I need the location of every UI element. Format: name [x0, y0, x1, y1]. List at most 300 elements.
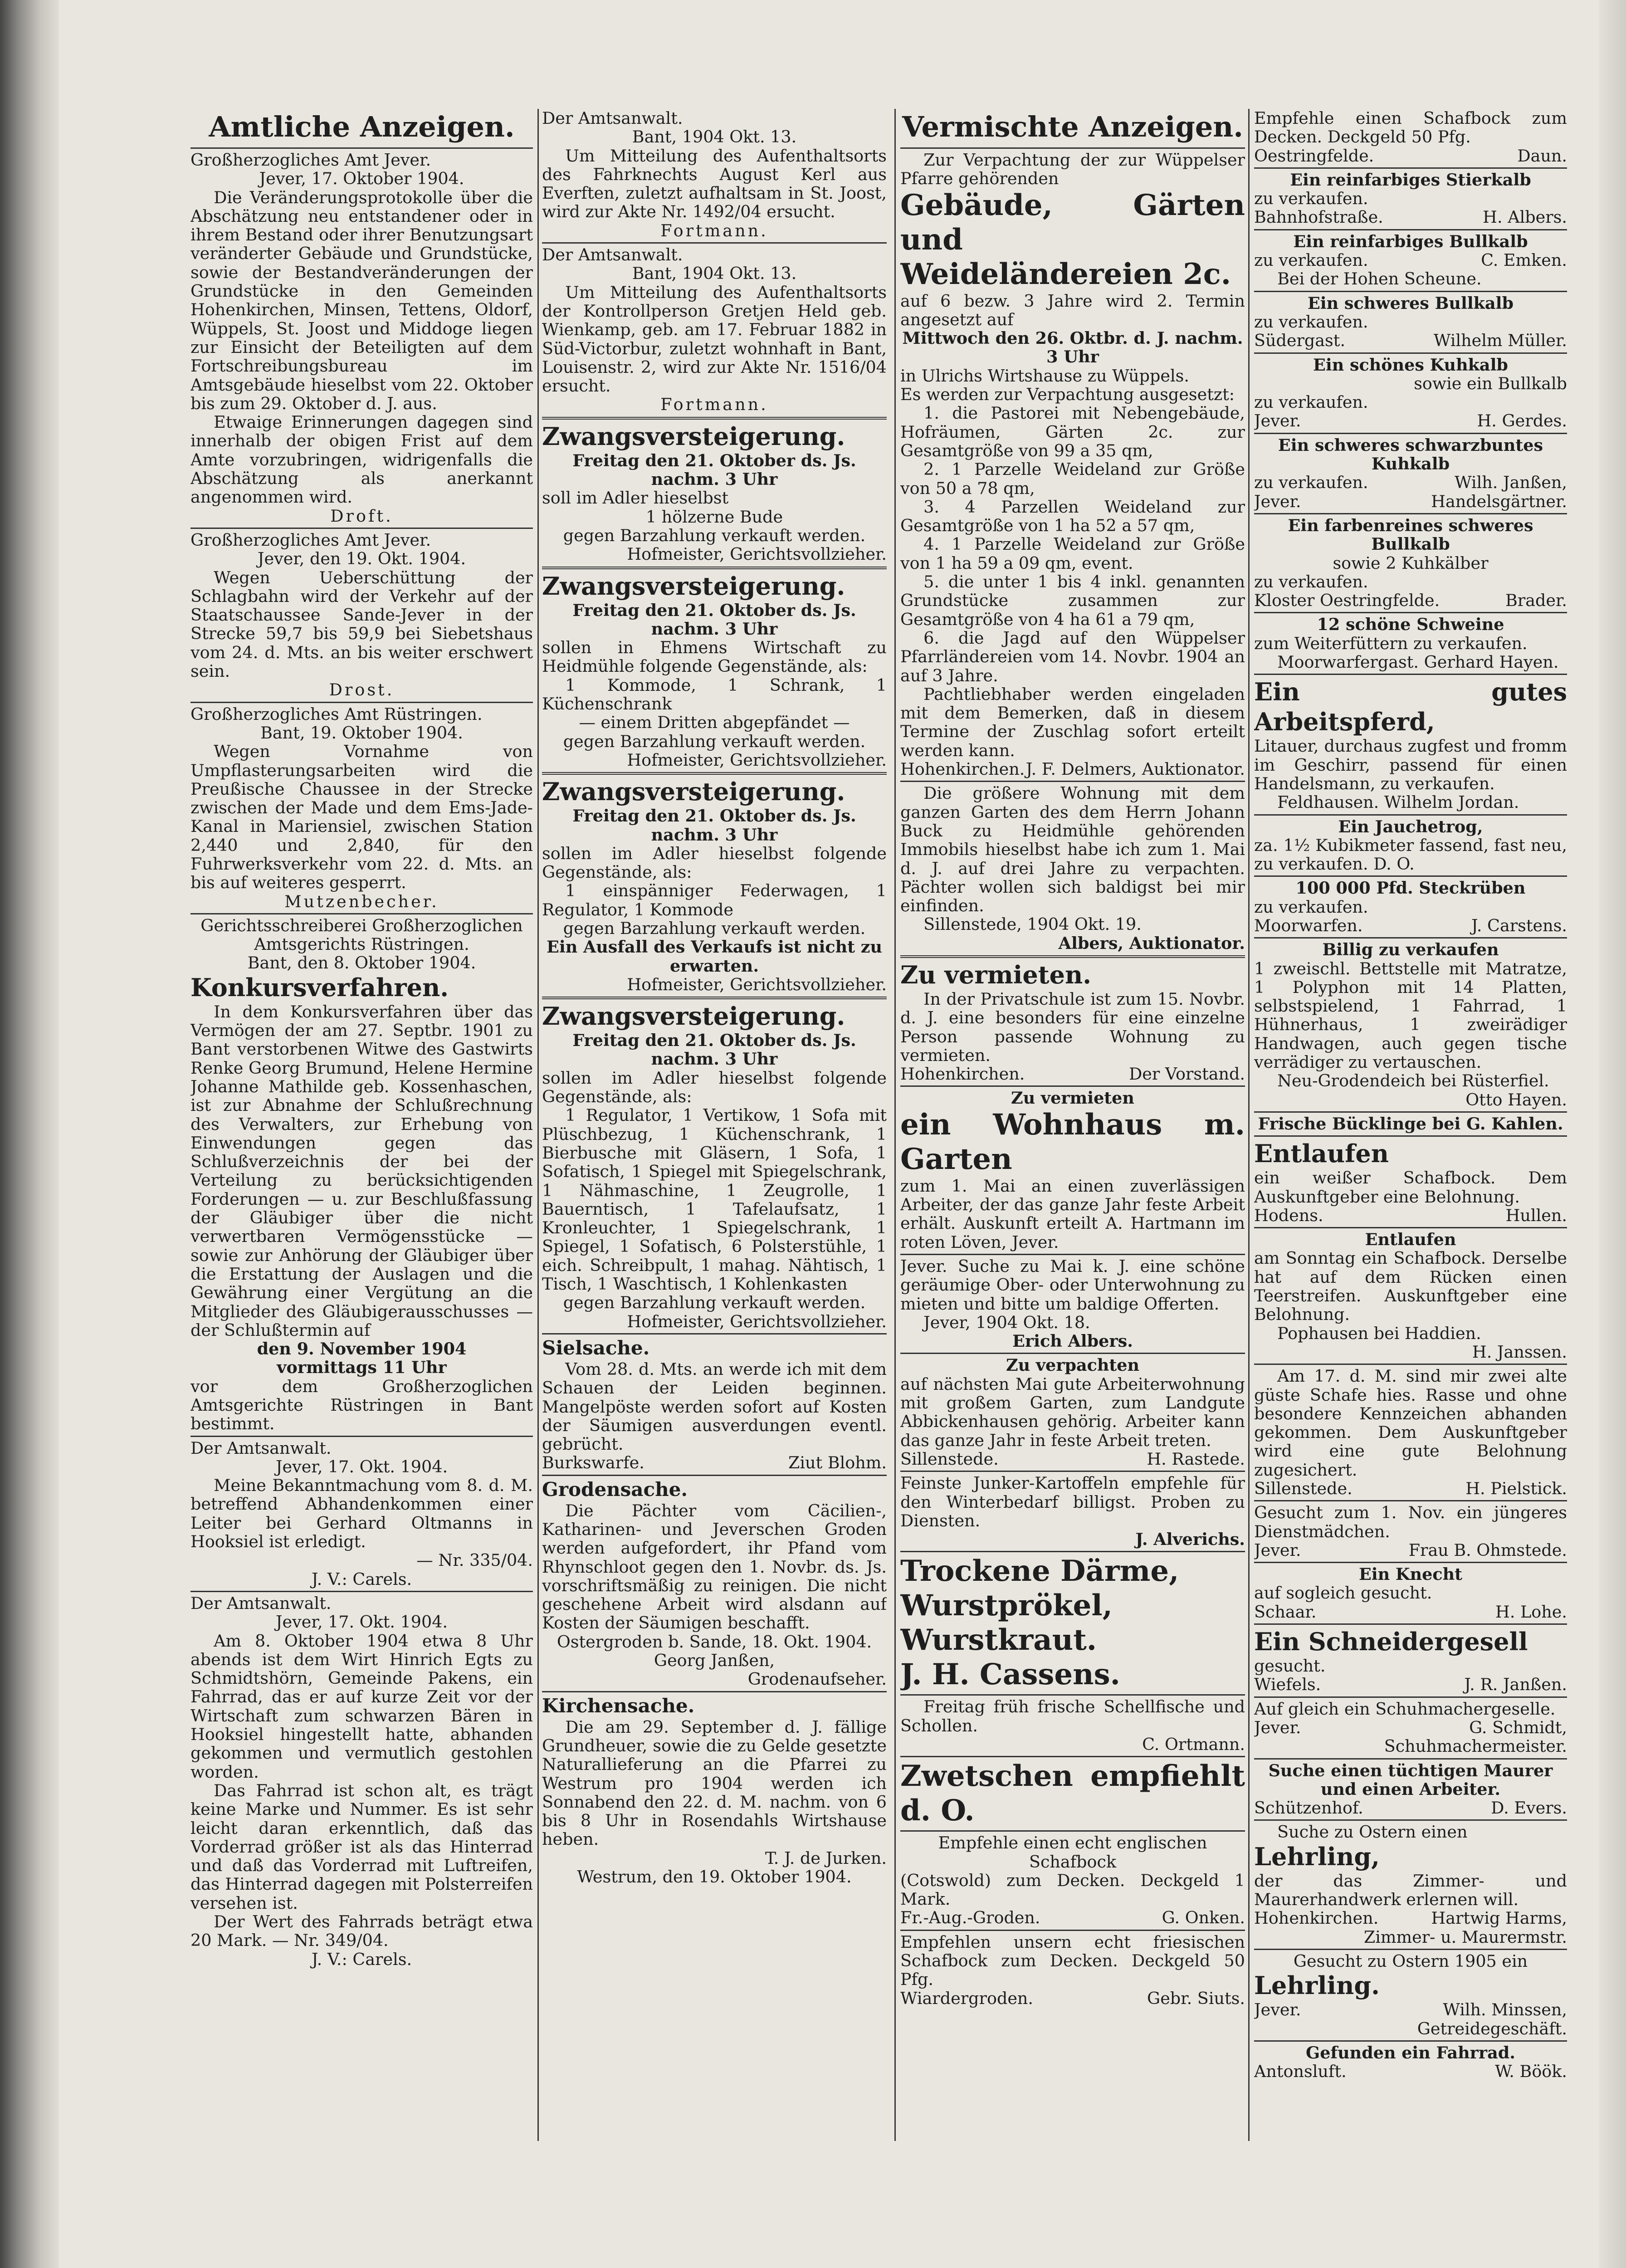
column-rule	[537, 109, 539, 2141]
notice-text: Großherzogliches Amt Jever.	[190, 530, 431, 550]
notice-text: Der Amtsanwalt.	[542, 245, 683, 265]
notice-text: In dem Konkursverfahren über das Vermögen der am 27. Septbr. 1901 zu Bant verstorbenen Witwe des Gastwirts Renke Georg Brumund, Helene Hermine Johanne Mathilde geb. Kossenhaschen, ist zur Abnahme der Schlußrechnung des Verwalters, zur Erhebung von Einwendungen gegen das Schlußverzeichnis der bei der Verteilung zu berücksichtigenden Forderungen — u. zur Beschlußfassung der Gläubiger über die nicht verwertbaren Vermögensstücke — sowie zur Anhörung der Gläubiger über die Erstattung der Auslagen und die Gewährung einer Vergütung an die Mitglieder des Gläubigerausschusses — der Schlußtermin auf	[190, 1002, 533, 1340]
signer-name: H. Lohe.	[1495, 1602, 1567, 1622]
notice-text: 6. die Jagd auf den Wüppelser Pfarrländereien vom 14. Novbr. 1904 an auf 3 Jahre.	[900, 628, 1245, 685]
notice-text: Moorwarfergast. Gerhard Hayen.	[1277, 652, 1559, 672]
signature-line	[900, 760, 1245, 778]
signature-line	[1254, 473, 1567, 492]
notice-text: ein weißer Schafbock. Dem Auskunftgeber eine Belohnung.	[1254, 1168, 1567, 1207]
ad-divider	[542, 242, 887, 244]
ad-divider	[1254, 513, 1567, 514]
signature-line	[1254, 208, 1567, 226]
notice-text: zu verkaufen.	[1254, 572, 1368, 591]
signer-name: Hartwig Harms,	[1431, 1908, 1567, 1928]
notice-block	[900, 1697, 1245, 1754]
notice-title: Konkursverfahren.	[190, 973, 449, 1002]
ad-divider	[1254, 1364, 1567, 1365]
place-name: Hodens.	[1254, 1205, 1323, 1225]
display-headline: Wurstprökel,	[900, 1589, 1113, 1623]
place-name: Südergast.	[1254, 331, 1346, 351]
notice-text: Hofmeister, Gerichtsvollzieher.	[627, 544, 887, 564]
signer-name: G. Onken.	[1162, 1908, 1245, 1928]
notice-text: Westrum, den 19. Oktober 1904.	[577, 1867, 852, 1887]
notice-text: Neu-Grodendeich bei Rüsterfiel.	[1277, 1071, 1549, 1091]
notice-text: Meine Bekanntmachung vom 8. d. M. betreffend Abhandenkommen einer Leiter bei Gerhard Oltmanns in Hooksiel ist erledigt.	[190, 1476, 533, 1552]
place-name: Sillenstede.	[900, 1449, 999, 1469]
notice-title: Zwangsversteigerung.	[542, 1002, 845, 1031]
notice-text: Droft.	[330, 506, 393, 526]
place-name: Jever.	[1254, 2000, 1301, 2020]
ad-divider	[542, 997, 887, 999]
signature-line	[1254, 1675, 1567, 1694]
ad-divider	[1254, 814, 1567, 816]
signer-name: Wilh. Janßen,	[1455, 473, 1567, 493]
signature-line	[1254, 1909, 1567, 1927]
notice-block	[1254, 1700, 1567, 1756]
notice-text: Bant, den 8. Oktober 1904.	[247, 953, 476, 973]
notice-title: Sielsache.	[542, 1336, 650, 1359]
notice-text: sollen im Adler hieselbst folgende Gegenstände, als:	[542, 843, 887, 882]
notice-text: soll im Adler hieselbst	[542, 488, 729, 508]
signer-name: Wilh. Minssen,	[1443, 2000, 1567, 2020]
place-name: Wiefels.	[1254, 1675, 1321, 1695]
notice-text: zu verkaufen.	[1254, 897, 1368, 917]
ad-divider	[1254, 1819, 1567, 1821]
place-name: Fr.-Aug.-Groden.	[900, 1908, 1040, 1928]
ad-divider	[1254, 352, 1567, 354]
notice-text: Fortmann.	[660, 395, 768, 415]
notice-block	[542, 1694, 887, 1887]
place-name: Moorwarfen.	[1254, 915, 1363, 935]
notice-title: Ein gutes Arbeitspferd,	[1254, 677, 1567, 737]
place-name: Jever.	[1254, 411, 1301, 431]
signer-name: H. Pielstick.	[1465, 1479, 1567, 1498]
ad-divider	[1254, 1227, 1567, 1228]
emphasis-line: Albers, Auktionator.	[1058, 933, 1245, 953]
notice-text: zu verkaufen.	[1254, 189, 1368, 209]
notice-text: Um Mitteilung des Aufenthaltsorts des Fahrknechts August Kerl aus Everften, zuletzt aufhaltsam in St. Joost, wird zur Akte Nr. 1492/04 ersucht.	[542, 146, 887, 222]
place-name: Jever.	[1254, 1717, 1301, 1737]
notice-text: 1 einspänniger Federwagen, 1 Regulator, 1 Kommode	[542, 881, 887, 919]
signer-name: Gebr. Siuts.	[1147, 1988, 1245, 2008]
place-name: zu verkaufen.	[1254, 250, 1368, 270]
emphasis-line: Freitag den 21. Oktober ds. Js. nachm. 3 Uhr	[572, 806, 856, 845]
notice-text: vor dem Großherzoglichen Amtsgerichte Rüstringen in Bant bestimmt.	[190, 1376, 533, 1434]
notice-text: Auf gleich ein Schuhmachergeselle.	[1254, 1699, 1556, 1719]
ad-divider	[900, 1930, 1245, 1931]
notice-text: Pophausen bei Haddien.	[1277, 1323, 1481, 1343]
notice-block	[900, 1474, 1245, 1549]
signer-name: Ziut Blohm.	[788, 1453, 887, 1473]
place-name: Schützenhof.	[1254, 1798, 1363, 1818]
emphasis-line: Freitag den 21. Oktober ds. Js. nachm. 3 Uhr	[572, 450, 856, 489]
emphasis-line: Zu vermieten	[1011, 1088, 1134, 1108]
notice-block	[1254, 171, 1567, 227]
column-official-notices	[190, 109, 533, 2173]
signer-name: C. Emken.	[1481, 250, 1567, 270]
notice-block	[900, 784, 1245, 953]
notice-text: am Sonntag ein Schafbock. Derselbe hat auf dem Rücken einen Teerstreifen. Auskunftgeber eine Belohnung.	[1254, 1248, 1567, 1325]
ad-divider	[900, 1471, 1245, 1472]
notice-text: 1 zweischl. Bettstelle mit Matratze, 1 Polyphon mit 14 Platten, selbstspielend, 1 Fahrrad, 1 Hühnerhaus, 1 zweirädiger Handwagen, auch gegen tische verrädiger zu vertauschen.	[1254, 958, 1567, 1072]
notice-text: H. Janssen.	[1472, 1342, 1567, 1362]
notice-title: Zwangsversteigerung.	[542, 777, 845, 807]
notice-block	[542, 1478, 887, 1689]
notice-text: Drost.	[329, 680, 395, 700]
notice-block	[1254, 1139, 1567, 1225]
notice-block	[1254, 356, 1567, 430]
notice-text: sowie ein Bullkalb	[1414, 373, 1567, 393]
notice-title: Zwangsversteigerung.	[542, 421, 845, 451]
emphasis-line: Freitag den 21. Oktober ds. Js. nachm. 3 Uhr	[572, 600, 856, 639]
notice-text: Schuhmachermeister.	[1384, 1736, 1567, 1756]
notice-text: Pachtliebhaber werden eingeladen mit dem Bemerken, daß in diesem Termine der Zuschlag sofort erteilt werden kann.	[900, 684, 1245, 760]
ad-divider	[190, 913, 533, 914]
signature-line	[1254, 2000, 1567, 2019]
notice-block	[542, 571, 887, 770]
emphasis-line: Ein Ausfall des Verkaufs ist nicht zu erwarten.	[547, 937, 882, 976]
ad-divider	[900, 1551, 1245, 1552]
notice-text: auf 6 bezw. 3 Jahre wird 2. Termin angesetzt auf	[900, 291, 1245, 329]
notice-text: Der Amtsanwalt.	[190, 1593, 332, 1613]
signature-line	[900, 1450, 1245, 1468]
notice-text: Ostergroden b. Sande, 18. Okt. 1904.	[557, 1632, 872, 1652]
notice-text: in Ulrichs Wirtshause zu Wüppels.	[900, 366, 1189, 386]
notice-text: zum Weiterfüttern zu verkaufen.	[1254, 633, 1528, 653]
notice-text: Bant, 1904 Okt. 13.	[632, 264, 797, 284]
notice-text: Suche zu Ostern einen	[1277, 1822, 1468, 1842]
notice-text: Freitag früh frische Schellfische und Schollen.	[900, 1697, 1245, 1735]
signature-line	[1254, 331, 1567, 350]
notice-block	[190, 916, 533, 1433]
notice-block	[1254, 1823, 1567, 1946]
emphasis-line: Gefunden ein Fahrrad.	[1306, 2043, 1515, 2063]
notice-text: zu verkaufen.	[1254, 312, 1368, 332]
notice-text: 1 Regulator, 1 Vertikow, 1 Sofa mit Plüschbezug, 1 Küchenschrank, 1 Bierbusche mit Gläsern, 1 Sofa, 1 Sofatisch, 1 Spiegel mit Spiegelschrank, 1 Nähmaschine, 1 Zeugrolle, 1 Bauerntisch, 1 Tafelaufsatz, 1 Kronleuchter, 1 Spiegelschrank, 1 Spiegel, 1 Sofatisch, 6 Polsterstühle, 1 eich. Schreibpult, 1 mahag. Nähtisch, 1 Tisch, 1 Waschtisch, 1 Kohlenkasten	[542, 1105, 887, 1294]
ad-divider	[190, 1436, 533, 1437]
signature-line	[1254, 1603, 1567, 1621]
display-headline: ein Wohnhaus m. Garten	[900, 1107, 1245, 1176]
emphasis-line: Frische Bücklinge bei G. Kahlen.	[1258, 1114, 1563, 1134]
notice-text: Am 8. Oktober 1904 etwa 8 Uhr abends ist dem Wirt Hinrich Egts zu Schmidtshörn, Gemeinde Pakens, ein Fahrrad, das er auf kurze Zeit vor der Wirtschaft zum schwarzen Bären in Hooksiel hingestellt hatte, abhanden gekommen und vermutlich gestohlen worden.	[190, 1631, 533, 1782]
notice-block	[1254, 1952, 1567, 2038]
ad-divider	[1254, 433, 1567, 434]
ad-divider	[1254, 1696, 1567, 1698]
notice-block	[1254, 1230, 1567, 1361]
notice-text: gegen Barzahlung verkauft werden.	[563, 731, 866, 751]
notice-text: Wegen Vornahme von Umpflasterungsarbeiten wird die Preußische Chaussee in der Strecke zwischen der Made und dem Ems-Jade-Kanal in Mariensiel, zwischen Station 2,440 und 2,840, für den Fuhrwerksverkehr vom 22. d. Mts. an bis auf weiteres gesperrt.	[190, 742, 533, 893]
emphasis-line: vormittags 11 Uhr	[277, 1358, 447, 1378]
ad-divider	[900, 147, 1245, 149]
signature-line	[1254, 1206, 1567, 1225]
notice-block	[190, 531, 533, 699]
notice-block	[542, 421, 887, 564]
emphasis-line: Ein Knecht	[1358, 1564, 1463, 1584]
notice-text: Empfehle einen echt englischen Schafbock	[938, 1833, 1207, 1872]
notice-block	[1254, 232, 1567, 288]
ad-divider	[900, 1353, 1245, 1354]
notice-block	[1254, 2043, 1567, 2081]
emphasis-line: Ein reinfarbiges Stierkalb	[1290, 170, 1531, 190]
signer-name: Hullen.	[1505, 1205, 1567, 1225]
notice-text: sollen im Adler hieselbst folgende Gegenstände, als:	[542, 1068, 887, 1107]
notice-title: Kirchensache.	[542, 1694, 695, 1717]
display-headline: Wurstkraut.	[900, 1623, 1097, 1657]
place-name: Jever.	[1254, 491, 1301, 511]
notice-block	[900, 1933, 1245, 2008]
notice-text: Empfehle einen Schafbock zum Decken. Deckgeld 50 Pfg.	[1254, 109, 1567, 147]
emphasis-line: Billig zu verkaufen	[1322, 940, 1499, 960]
signer-name: Frau B. Ohmstede.	[1408, 1540, 1567, 1560]
notice-text: sowie 2 Kuhkälber	[1333, 553, 1489, 573]
notice-text: Die am 29. September d. J. fällige Grundheuer, sowie die zu Gelde gesetzte Naturallieferung an die Pfarrei zu Westrum pro 1904 werden ich Sonnabend den 22. d. M. nachm. von 6 bis 8 Uhr in Rosendahls Wirtshause heben.	[542, 1717, 887, 1849]
notice-block	[900, 1833, 1245, 1927]
emphasis-line: den 9. November 1904	[257, 1339, 467, 1359]
notice-block	[900, 960, 1245, 1083]
notice-text: Otto Hayen.	[1465, 1090, 1567, 1110]
signature-line	[1254, 1718, 1567, 1737]
notice-text: Feinste Junker-Kartoffeln empfehle für den Winterbedarf billigst. Proben zu Diensten.	[900, 1473, 1245, 1530]
notice-title: Zwangsversteigerung.	[542, 571, 845, 601]
ad-divider	[900, 1830, 1245, 1832]
signer-name: Brader.	[1505, 591, 1567, 611]
signer-name: D. Evers.	[1491, 1798, 1567, 1818]
place-name: Hohenkirchen.	[900, 759, 1025, 779]
notice-text: Großherzogliches Amt Jever.	[190, 150, 431, 170]
page-edge-shadow	[1599, 0, 1626, 2268]
notice-text: Jever. Suche zu Mai k. J. eine schöne geräumige Ober- oder Unterwohnung zu mieten und bitte um baldige Offerten.	[900, 1256, 1245, 1314]
column-classifieds	[1254, 109, 1567, 2173]
ad-divider	[542, 567, 887, 569]
notice-text: Der Wert des Fahrrads beträgt etwa 20 Mark. — Nr. 349/04.	[190, 1912, 533, 1950]
ad-divider	[900, 781, 1245, 782]
notice-text: der das Zimmer- und Maurerhandwerk erlernen will.	[1254, 1871, 1567, 1910]
emphasis-line: Ein Jauchetrog,	[1338, 816, 1483, 836]
signature-line	[1254, 1799, 1567, 1817]
display-headline: Trockene Därme,	[900, 1554, 1179, 1589]
signature-line	[1254, 916, 1567, 935]
notice-block	[900, 151, 1245, 778]
notice-text: Jever, 1904 Okt. 18.	[923, 1312, 1090, 1332]
notice-block	[542, 1336, 887, 1472]
ad-divider	[1254, 229, 1567, 230]
ad-divider	[542, 417, 887, 420]
ad-divider	[1254, 1135, 1567, 1137]
notice-text: (Cotswold) zum Decken. Deckgeld 1 Mark.	[900, 1870, 1245, 1909]
signature-line	[542, 1453, 887, 1472]
notice-text: auf sogleich gesucht.	[1254, 1583, 1432, 1603]
ad-divider	[190, 528, 533, 529]
signer-name: W. Böök.	[1495, 2062, 1567, 2082]
notice-text: 4. 1 Parzelle Weideland zur Größe von 1 ha 59 a 09 qm, event.	[900, 534, 1245, 573]
signer-name: Der Vorstand.	[1129, 1064, 1245, 1084]
signer-name: J. Carstens.	[1471, 915, 1567, 935]
notice-text: In der Privatschule ist zum 15. Novbr. d. J. eine besonders für eine einzelne Person passende Wohnung zu vermieten.	[900, 989, 1245, 1065]
notice-text: Litauer, durchaus zugfest und fromm im Geschirr, passend für einen Handelsmann, zu verkaufen.	[1254, 736, 1567, 793]
notice-block	[1254, 1761, 1567, 1818]
ad-divider	[900, 1756, 1245, 1757]
notice-text: Jever, 17. Oktober 1904.	[259, 169, 464, 189]
notice-text: Sillenstede, 1904 Okt. 19.	[923, 914, 1142, 934]
notice-text: 1. die Pastorei mit Nebengebäude, Hofräumen, Gärten 2c. zur Gesamtgröße von 99 a 35 qm,	[900, 403, 1245, 460]
emphasis-line: Suche einen tüchtigen Maurer und einen Arbeiter.	[1268, 1760, 1553, 1799]
signature-line	[900, 1989, 1245, 2008]
ad-divider	[1254, 612, 1567, 613]
signature-line	[1254, 251, 1567, 269]
emphasis-line: Ein schweres Bullkalb	[1307, 293, 1514, 313]
notice-text: Gesucht zum 1. Nov. ein jüngeres Dienstmädchen.	[1254, 1503, 1567, 1541]
ad-divider	[1254, 1758, 1567, 1760]
notice-text: Bei der Hohen Scheune.	[1277, 269, 1482, 289]
emphasis-line: 12 schöne Schweine	[1317, 615, 1504, 635]
emphasis-line: Ein schönes Kuhkalb	[1313, 355, 1508, 375]
notice-block	[1254, 677, 1567, 811]
notice-text: Hofmeister, Gerichtsvollzieher.	[627, 750, 887, 770]
notice-text: T. J. de Jurken.	[765, 1848, 887, 1868]
notice-text: Fortmann.	[660, 220, 768, 240]
notice-block	[900, 1257, 1245, 1350]
ad-divider	[190, 147, 533, 149]
emphasis-line: Ein reinfarbiges Bullkalb	[1293, 231, 1528, 251]
notice-block	[1254, 1503, 1567, 1559]
place-name: Wiardergroden.	[900, 1988, 1034, 2008]
notice-text: 1 hölzerne Bude	[645, 507, 783, 527]
signature-line	[1254, 2062, 1567, 2081]
notice-text: Jever, 17. Okt. 1904.	[275, 1457, 448, 1476]
notice-text: — einem Dritten abgepfändet —	[579, 713, 850, 733]
notice-block	[1254, 615, 1567, 671]
notice-block	[1254, 940, 1567, 1109]
ad-divider	[190, 1591, 533, 1592]
notice-text: 3. 4 Parzellen Weideland zur Gesamtgröße von 1 ha 52 a 57 qm,	[900, 497, 1245, 536]
notice-text: Jever, 17. Okt. 1904.	[275, 1612, 448, 1632]
notice-block	[900, 1356, 1245, 1468]
notice-block	[542, 1001, 887, 1331]
emphasis-line: Mittwoch den 26. Oktbr. d. J. nachm. 3 Uhr	[902, 328, 1243, 367]
notice-block	[1254, 1367, 1567, 1498]
notice-text: Wegen Ueberschüttung der Schlagbahn wird der Verkehr auf der Staatschaussee Sande-Jever in der Strecke 59,7 bis 59,9 bei Siebetshaus vom 24. d. Mts. an bis weiter erschwert sein.	[190, 567, 533, 681]
display-headline: J. H. Cassens.	[900, 1657, 1120, 1692]
signer-name: Wilhelm Müller.	[1433, 331, 1567, 351]
notice-text: 2. 1 Parzelle Weideland zur Größe von 50 a 78 qm,	[900, 459, 1245, 498]
notice-text: Der Amtsanwalt.	[542, 109, 683, 128]
section-heading: Vermischte Anzeigen.	[902, 110, 1243, 143]
notice-block	[542, 109, 887, 240]
notice-text: Feldhausen. Wilhelm Jordan.	[1277, 792, 1519, 812]
notice-text: Grodenaufseher.	[747, 1669, 887, 1689]
column-court-notices	[542, 109, 887, 2173]
notice-text: auf nächsten Mai gute Arbeiterwohnung mit großem Garten, zum Landgute Abbickenhausen gehörig. Arbeiter kann das ganze Jahr in feste Arbeit treten.	[900, 1374, 1245, 1450]
notice-text: Die Pächter vom Cäcilien-, Katharinen- und Jeverschen Groden werden aufgefordert, ihr Pfand vom Rhynschloot gegen den 1. Novbr. ds. Js. vorschriftsmäßig zu reinigen. Die nicht geschehene Arbeit wird alsdann auf Kosten der Säumigen beschafft.	[542, 1501, 887, 1633]
place-name: Hohenkirchen.	[900, 1064, 1025, 1084]
ad-divider	[1254, 2040, 1567, 2042]
ad-divider	[542, 772, 887, 775]
notice-text: za. 1½ Kubikmeter fassend, fast neu, zu verkaufen. D. O.	[1254, 835, 1567, 874]
notice-title: Entlaufen	[1254, 1139, 1389, 1168]
place-name: Hohenkirchen.	[1254, 1908, 1379, 1928]
column-mixed-ads	[900, 109, 1245, 2173]
column-rule	[894, 109, 896, 2141]
notice-text: zum 1. Mai an einen zuverlässigen Arbeiter, der das ganze Jahr feste Arbeit erhält. Auskunft erteilt A. Hartmann im roten Löven, Jever.	[900, 1176, 1245, 1252]
notice-title: Grodensache.	[542, 1478, 688, 1501]
book-binding-shadow	[0, 0, 59, 2268]
signature-line	[900, 1908, 1245, 1927]
signer-name: H. Gerdes.	[1477, 411, 1567, 431]
ad-divider	[542, 1333, 887, 1334]
ad-divider	[1254, 937, 1567, 938]
notice-block	[900, 1554, 1245, 1692]
ad-divider	[542, 1475, 887, 1476]
ad-divider	[1254, 1111, 1567, 1113]
notice-text: 1 Kommode, 1 Schrank, 1 Küchenschrank	[542, 675, 887, 714]
section-heading: Amtliche Anzeigen.	[209, 110, 515, 143]
notice-text: Um Mitteilung des Aufenthaltsorts der Kontrollperson Gretjen Held geb. Wienkamp, geb. am 17. Februar 1882 in Süd-Victorbur, zuletzt wohnhaft in Bant, Louisenstr. 2, wird zur Akte Nr. 1516/04 ersucht.	[542, 282, 887, 396]
notice-text: zu verkaufen.	[1254, 392, 1368, 412]
ad-divider	[900, 1254, 1245, 1255]
notice-text: Großherzogliches Amt Rüstringen.	[190, 704, 483, 724]
notice-block	[900, 1089, 1245, 1251]
ad-divider	[900, 955, 1245, 958]
place-name: Oestringfelde.	[1254, 146, 1374, 166]
emphasis-line: Ein schweres schwarzbuntes Kuhkalb	[1278, 435, 1543, 474]
emphasis-line: 100 000 Pfd. Steckrüben	[1295, 878, 1526, 898]
ad-divider	[1254, 1949, 1567, 1950]
signature-line	[1254, 492, 1567, 511]
notice-text: Gesucht zu Ostern 1905 ein	[1293, 1951, 1528, 1971]
notice-text: Die größere Wohnung mit dem ganzen Garten des dem Herrn Johann Buck zu Heidmühle gehörenden Immobils hieselbst habe ich zum 1. Mai d. J. auf drei Jahre zu verpachten. Pächter wollen sich baldigst bei mir einfinden.	[900, 783, 1245, 916]
column-rule	[1248, 109, 1250, 2141]
signer-name: H. Rastede.	[1147, 1449, 1245, 1469]
notice-block	[1254, 516, 1567, 610]
place-name: Schaar.	[1254, 1602, 1317, 1622]
ad-divider	[900, 1085, 1245, 1087]
signer-name: Handelsgärtner.	[1431, 491, 1567, 511]
notice-text: gegen Barzahlung verkauft werden.	[563, 525, 866, 545]
place-name: Jever.	[1254, 1540, 1301, 1560]
place-name: Bahnhofstraße.	[1254, 207, 1383, 227]
notice-text: 5. die unter 1 bis 4 inkl. genannten Grundstücke zusammen zur Gesamtgröße von 4 ha 61 a 79 qm,	[900, 572, 1245, 629]
emphasis-line: Freitag den 21. Oktober ds. Js. nachm. 3 Uhr	[572, 1031, 856, 1069]
notice-text: — Nr. 335/04.	[416, 1550, 533, 1570]
place-name: Burkswarfe.	[542, 1453, 645, 1473]
emphasis-line: J. Alverichs.	[1135, 1530, 1245, 1549]
notice-text: Zimmer- u. Maurermstr.	[1363, 1927, 1567, 1947]
place-name: Kloster Oestringfelde.	[1254, 591, 1440, 611]
notice-text: Das Fahrrad ist schon alt, es trägt keine Marke und Nummer. Es ist sehr leicht daran erkenntlich, daß das Vorderrad größer ist als das Hinterrad und daß das Vorderrad mit Luftreifen, das Hinterrad dagegen mit Polsterreifen versehen ist.	[190, 1780, 533, 1913]
ad-divider	[1254, 875, 1567, 877]
notice-title: Ein Schneidergesell	[1254, 1627, 1528, 1657]
notice-block	[1254, 1627, 1567, 1694]
ad-divider	[1254, 1562, 1567, 1563]
signature-line	[1254, 1479, 1567, 1498]
notice-text: gesucht.	[1254, 1656, 1326, 1676]
notice-text: Bant, 19. Oktober 1904.	[260, 723, 463, 743]
display-headline: Gebäude, Gärten und Weideländereien 2c.	[900, 188, 1245, 291]
notice-block	[1254, 817, 1567, 874]
signer-name: H. Albers.	[1483, 207, 1567, 227]
signature-line	[900, 1065, 1245, 1083]
signer-name: Daun.	[1517, 146, 1567, 166]
notice-title: Lehrling,	[1254, 1842, 1380, 1871]
ad-divider	[1254, 291, 1567, 292]
place-name: Antonsluft.	[1254, 2062, 1347, 2082]
place-name: Sillenstede.	[1254, 1479, 1353, 1498]
ad-divider	[190, 702, 533, 703]
notice-text: Zur Verpachtung der zur Wüppelser Pfarre gehörenden	[900, 150, 1245, 189]
notice-text: Jever, den 19. Okt. 1904.	[257, 549, 466, 569]
notice-text: Hofmeister, Gerichtsvollzieher.	[627, 1311, 887, 1331]
signature-line	[1254, 411, 1567, 430]
